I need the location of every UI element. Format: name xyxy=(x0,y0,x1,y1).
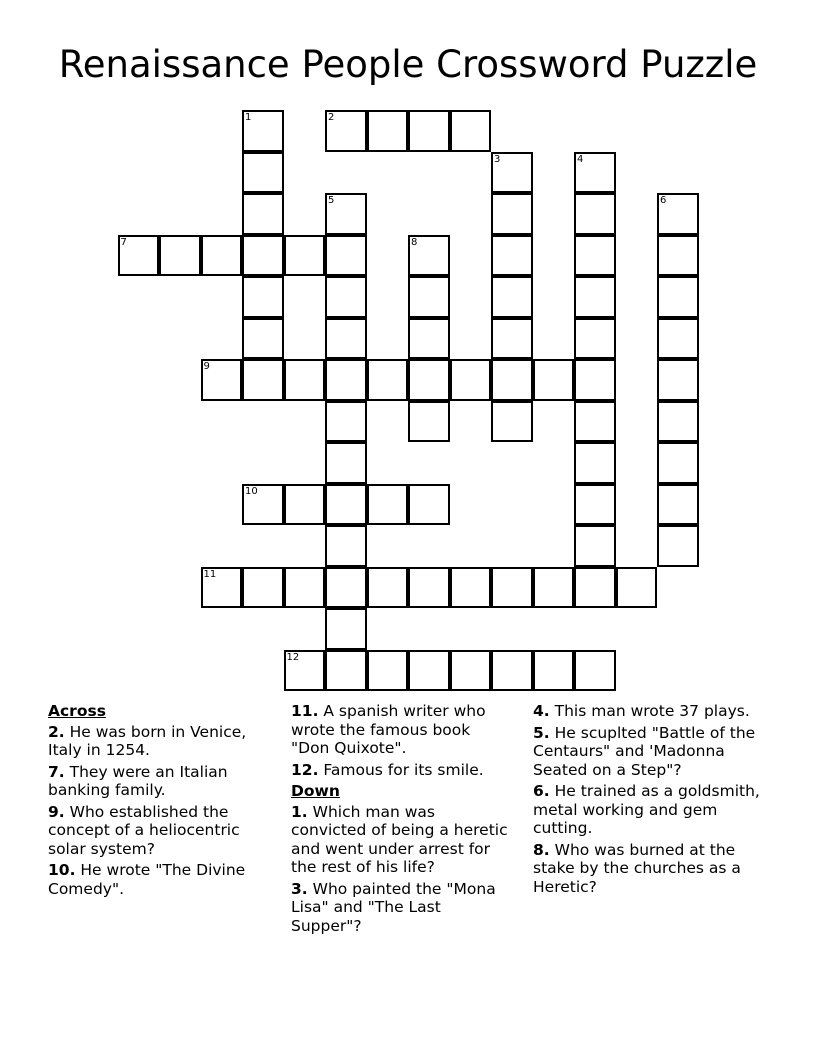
clue-column-1 xyxy=(48,702,280,901)
across-clue-2: 2. He was born in Venice, Italy in 1254. xyxy=(48,722,247,759)
grid-cell[interactable] xyxy=(325,650,367,692)
down-clue-1: 1. Which man was convicted of being a heretic and went under arrest for the rest of his life? xyxy=(291,802,508,876)
grid-cell[interactable] xyxy=(159,235,201,277)
grid-cell[interactable] xyxy=(118,235,160,277)
grid-cell[interactable] xyxy=(657,318,699,360)
clue-number: 8 xyxy=(411,236,418,248)
clue-number: 3 xyxy=(494,153,501,165)
down-clue-5: 5. He scuplted "Battle of the Centaurs" and 'Madonna Seated on a Step"? xyxy=(533,723,756,779)
grid-cell[interactable] xyxy=(242,276,284,318)
grid-cell[interactable] xyxy=(325,525,367,567)
grid-cell[interactable] xyxy=(242,110,284,152)
grid-cell[interactable] xyxy=(408,318,450,360)
grid-cell[interactable] xyxy=(491,359,533,401)
grid-cell[interactable] xyxy=(325,193,367,235)
grid-cell[interactable] xyxy=(657,525,699,567)
grid-cell[interactable] xyxy=(242,318,284,360)
grid-cell[interactable] xyxy=(408,359,450,401)
clue-number: 6 xyxy=(660,195,667,206)
down-clue-4: 4. This man wrote 37 plays. xyxy=(533,702,750,720)
grid-cell[interactable] xyxy=(408,110,450,152)
clue-column-3 xyxy=(533,702,761,899)
grid-cell[interactable] xyxy=(284,567,326,609)
grid-cell[interactable] xyxy=(201,567,243,609)
grid-cell[interactable] xyxy=(574,567,616,609)
grid-cell[interactable] xyxy=(325,401,367,443)
clue-number: 11 xyxy=(203,568,217,580)
across-clue-12: 12. Famous for its smile. xyxy=(291,760,484,779)
grid-cell[interactable] xyxy=(325,235,367,277)
clue-column-2 xyxy=(291,702,511,938)
grid-cell[interactable] xyxy=(242,235,284,277)
down-clue-6: 6. He trained as a goldsmith, metal working and gem cutting. xyxy=(533,782,760,837)
down-clue-3: 3. Who painted the "Mona Lisa" and "The Last Supper"? xyxy=(291,879,496,935)
clue-number: 12 xyxy=(286,651,300,663)
grid-cell[interactable] xyxy=(574,650,616,692)
grid-cell[interactable] xyxy=(574,525,616,567)
clue-number: 4 xyxy=(577,153,584,165)
grid-cell[interactable] xyxy=(533,650,575,692)
grid-cell[interactable] xyxy=(367,650,409,692)
grid-cell[interactable] xyxy=(201,359,243,401)
grid-cell[interactable] xyxy=(491,276,533,318)
clue-number: 10 xyxy=(245,485,258,497)
grid-cell[interactable] xyxy=(284,650,326,692)
grid-cell[interactable] xyxy=(242,193,284,235)
grid-cell[interactable] xyxy=(657,193,699,235)
grid-cell[interactable] xyxy=(657,401,699,443)
grid-cell[interactable] xyxy=(657,442,699,484)
grid-cell[interactable] xyxy=(367,484,409,526)
grid-cell[interactable] xyxy=(325,484,367,526)
grid-cell[interactable] xyxy=(450,567,492,609)
grid-cell[interactable] xyxy=(574,318,616,360)
grid-cell[interactable] xyxy=(325,359,367,401)
grid-cell[interactable] xyxy=(284,484,326,526)
grid-cell[interactable] xyxy=(657,235,699,277)
across-clue-11: 11. A spanish writer who wrote the famous book "Don Quixote". xyxy=(291,702,486,757)
grid-cell[interactable] xyxy=(408,276,450,318)
grid-cell[interactable] xyxy=(408,650,450,692)
grid-cell[interactable] xyxy=(450,110,492,152)
grid-cell[interactable] xyxy=(491,193,533,235)
grid-cell[interactable] xyxy=(491,235,533,277)
grid-cell[interactable] xyxy=(574,484,616,526)
across-heading: Across xyxy=(48,702,106,720)
grid-cell[interactable] xyxy=(325,276,367,318)
grid-cell[interactable] xyxy=(201,235,243,277)
grid-cell[interactable] xyxy=(533,359,575,401)
grid-cell[interactable] xyxy=(574,193,616,235)
clue-number: 5 xyxy=(328,195,335,206)
grid-cell[interactable] xyxy=(408,567,450,609)
grid-cell[interactable] xyxy=(574,276,616,318)
page-title: Renaissance People Crossword Puzzle xyxy=(58,43,758,86)
grid-cell[interactable] xyxy=(367,110,409,152)
clue-number: 9 xyxy=(203,361,210,372)
grid-cell[interactable] xyxy=(657,276,699,318)
across-clue-7: 7. They were an Italian banking family. xyxy=(48,762,228,799)
grid-cell[interactable] xyxy=(491,152,533,194)
grid-cell[interactable] xyxy=(325,567,367,609)
grid-cell[interactable] xyxy=(284,359,326,401)
grid-cell[interactable] xyxy=(284,235,326,277)
clue-number: 2 xyxy=(328,112,335,123)
down-heading: Down xyxy=(291,782,340,800)
grid-cell[interactable] xyxy=(491,318,533,360)
clue-number: 7 xyxy=(120,236,127,248)
grid-cell[interactable] xyxy=(533,567,575,609)
grid-cell[interactable] xyxy=(491,401,533,443)
grid-cell[interactable] xyxy=(574,359,616,401)
grid-cell[interactable] xyxy=(242,484,284,526)
grid-cell[interactable] xyxy=(408,401,450,443)
grid-cell[interactable] xyxy=(450,650,492,692)
across-clue-10: 10. He wrote "The Divine Comedy". xyxy=(48,861,246,898)
grid-cell[interactable] xyxy=(325,608,367,650)
grid-cell[interactable] xyxy=(367,567,409,609)
grid-cell[interactable] xyxy=(574,152,616,194)
grid-cell[interactable] xyxy=(325,318,367,360)
down-clue-8: 8. Who was burned at the stake by the churches as a Heretic? xyxy=(533,840,741,896)
grid-cell[interactable] xyxy=(367,359,409,401)
grid-cell[interactable] xyxy=(242,359,284,401)
grid-cell[interactable] xyxy=(242,152,284,194)
grid-cell[interactable] xyxy=(325,110,367,152)
grid-cell[interactable] xyxy=(657,484,699,526)
grid-cell[interactable] xyxy=(616,567,658,609)
grid-cell[interactable] xyxy=(491,567,533,609)
grid-cell[interactable] xyxy=(657,359,699,401)
grid-cell[interactable] xyxy=(450,359,492,401)
grid-cell[interactable] xyxy=(574,442,616,484)
grid-cell[interactable] xyxy=(242,567,284,609)
grid-cell[interactable] xyxy=(325,442,367,484)
grid-cell[interactable] xyxy=(574,235,616,277)
grid-cell[interactable] xyxy=(574,401,616,443)
grid-cell[interactable] xyxy=(491,650,533,692)
across-clue-9: 9. Who established the concept of a heliocentric solar system? xyxy=(48,802,240,858)
clue-number: 1 xyxy=(245,112,252,123)
grid-cell[interactable] xyxy=(408,484,450,526)
grid-cell[interactable] xyxy=(408,235,450,277)
